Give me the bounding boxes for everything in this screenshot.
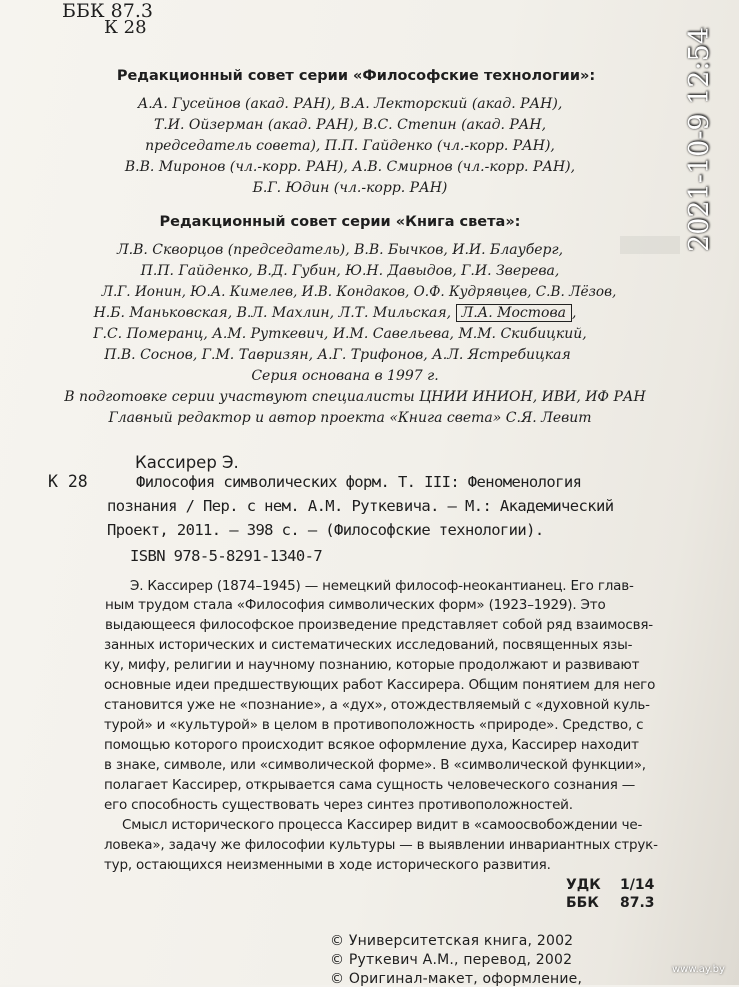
annotation-line: ным трудом стала «Философия символических форм» (1923–1929). Это	[105, 597, 606, 613]
card-isbn: ISBN 978-5-8291-1340-7	[130, 547, 323, 565]
board2-line: П.П. Гайденко, В.Д. Губин, Ю.Н. Давыдов, Г.И. Зверева,	[140, 263, 560, 279]
top-bbk-code: ББК 87.3	[62, 0, 153, 22]
board1-line: А.А. Гусейнов (акад. РАН), В.А. Лекторский (акад. РАН),	[137, 96, 563, 112]
copyright-line: © Университетская книга, 2002	[330, 933, 574, 949]
top-author-mark: К 28	[104, 17, 147, 38]
udk-label: УДК	[566, 877, 601, 893]
copyright-line: © Оригинал-макет, оформление,	[330, 971, 583, 987]
annotation-line: Э. Кассирер (1874–1945) — немецкий философ-неокантианец. Его глав-	[130, 578, 634, 594]
board2-line: Л.В. Скворцов (председатель), В.В. Бычков, И.И. Блауберг,	[116, 242, 564, 258]
board2-heading: Редакционный совет серии «Книга света»:	[159, 214, 521, 230]
annotation-line: занных исторических и систематических исследований, посвященных язы-	[104, 637, 633, 653]
series-founded: Серия основана в 1997 г.	[251, 368, 439, 384]
card-author: Кассирер Э.	[135, 453, 239, 472]
bbk-value: 87.3	[620, 895, 655, 911]
series-participants: В подготовке серии участвуют специалисты ЦНИИ ИНИОН, ИВИ, ИФ РАН	[64, 389, 646, 405]
board2-line4-comma: ,	[571, 305, 577, 321]
card-author-code: К 28	[48, 472, 88, 491]
card-title-line: Проект, 2011. — 398 с. — (Философские технологии).	[107, 521, 544, 539]
board2-line: П.В. Соснов, Г.М. Тавризян, А.Г. Трифонов, А.Л. Ястребицкая	[104, 347, 571, 363]
annotation-line: в знаке, символе, или «символической форме». В «символической функции»,	[104, 757, 646, 773]
board1-line: В.В. Миронов (чл.-корр. РАН), А.В. Смирнов (чл.-корр. РАН),	[124, 159, 576, 175]
board2-line-with-box	[0, 305, 670, 321]
annotation-line: ку, мифу, религии и научному познанию, которые продолжают и развивают	[104, 657, 640, 673]
board1-line: Т.И. Ойзерман (акад. РАН), В.С. Степин (акад. РАН,	[153, 117, 547, 133]
series-editor: Главный редактор и автор проекта «Книга света» С.Я. Левит	[108, 410, 592, 426]
board2-line: Г.С. Померанц, А.М. Руткевич, И.М. Савельева, М.М. Скибицкий,	[93, 326, 587, 342]
annotation-line: становится уже не «познание», а «дух», отождествляемый с «духовной куль-	[104, 697, 650, 713]
board1-line: председатель совета), П.П. Гайденко (чл.-корр. РАН),	[145, 138, 555, 154]
board2-line: Л.Г. Ионин, Ю.А. Кимелев, И.В. Кондаков, О.Ф. Кудрявцев, С.В. Лёзов,	[101, 284, 617, 300]
udk-value: 1/14	[620, 877, 655, 893]
card-title-line: познания / Пер. с нем. А.М. Руткевича. — М.: Академический	[107, 497, 614, 515]
board1-line: Б.Г. Юдин (чл.-корр. РАН)	[252, 180, 448, 196]
photo-timestamp	[669, 22, 729, 257]
board2-line4-text: Н.Б. Маньковская, В.Л. Махлин, Л.Т. Мильская,	[93, 305, 452, 321]
copyright-line: © Руткевич А.М., перевод, 2002	[330, 952, 573, 968]
annotation-line: основные идеи предшествующих работ Кассирера. Общим понятием для него	[104, 677, 656, 693]
annotation-line: помощью которого происходит всякое оформление духа, Кассирер находит	[104, 737, 639, 753]
annotation-line: Смысл исторического процесса Кассирер видит в «самоосвобождении че-	[122, 817, 643, 833]
card-title-line: Философия символических форм. Т. III: Феноменология	[136, 473, 582, 491]
highlighted-name-box: Л.А. Мостова	[456, 304, 572, 322]
photo-timestamp-text: 2021-10-9 12:54	[683, 27, 715, 252]
annotation-line: выдающееся философское произведение представляет собой ряд взаимосвя-	[105, 617, 653, 633]
board1-heading: Редакционный совет серии «Философские технологии»:	[116, 68, 596, 84]
annotation-line: ловека», задачу же философии культуры — в выявлении инвариантных струк-	[104, 837, 658, 853]
bbk-label: ББК	[566, 895, 599, 911]
annotation-line: полагает Кассирер, открывается сама сущность человеческого сознания —	[104, 777, 636, 793]
annotation-line: турой» и «культурой» в целом в противоположность «природе». Средство, с	[104, 717, 644, 733]
annotation-line: его способность существовать через синтез противоположностей.	[104, 797, 573, 813]
site-watermark: www.ay.by	[672, 964, 725, 975]
annotation-line: тур, остающихся неизменными в ходе исторического развития.	[104, 857, 551, 873]
